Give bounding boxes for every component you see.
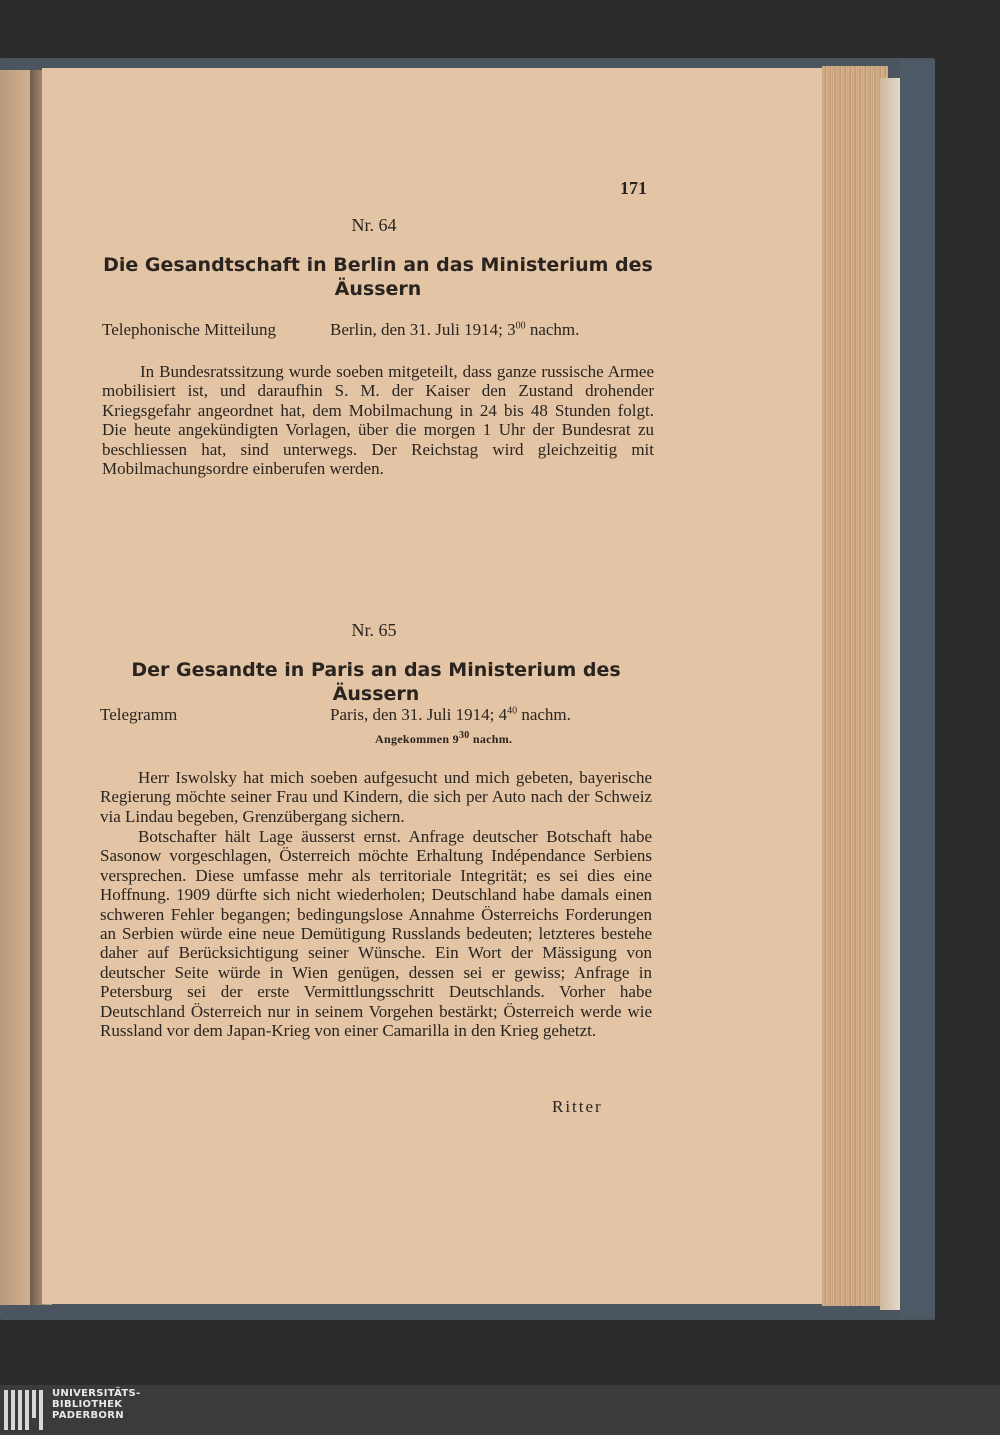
doc65-arrived-text: Angekommen 9 bbox=[375, 732, 459, 746]
page-block-edges bbox=[822, 66, 888, 1306]
doc64-title-line2: Äussern bbox=[334, 278, 422, 300]
doc65-type: Telegramm bbox=[100, 705, 178, 724]
doc64-number: Nr. 64 bbox=[351, 215, 397, 235]
doc64-dateline bbox=[330, 320, 579, 340]
library-logo-icon bbox=[4, 1390, 44, 1430]
page-block-edge-light bbox=[880, 78, 902, 1310]
doc65-arrived bbox=[375, 730, 512, 747]
doc65-signature: Ritter bbox=[552, 1097, 603, 1116]
logo-line-3: PADERBORN bbox=[52, 1410, 124, 1421]
footer-bar bbox=[0, 1385, 1000, 1435]
doc65-number: Nr. 65 bbox=[351, 620, 397, 640]
doc65-dateline-text: Paris, den 31. Juli 1914; 4 bbox=[330, 705, 508, 724]
doc65-paragraph-2: Botschafter hält Lage äusserst ernst. Anfrage deutscher Botschaft habe Sasonow vorgeschlagen, Österreich möchte Erhaltung Indépendance Serbiens versprechen. Diese umfasse mehr als territoriale Integrität; es sei dies eine Hoffnung. 1909 dürfte sich nicht wiederholen; Deutschland habe damals einen schweren Fehler begangen; bedingungslose Annahme Österreichs Forderungen an Serbien würde eine neue Demütigung Russlands bedeuten; letzteres bestehe daher auf Berücksichtigung seiner Wünsche. Ein Wort der Mässigung von deutscher Seite würde in Wien genügen, dessen sei er gewiss; Anfrage in Petersburg sei der erste Vermittlungsschritt Deutschlands. Vorher habe Deutschland Österreich nur in seinem Vorgehen bestärkt; Österreich werde wie Russland vor dem Japan-Krieg von einer Camarilla in den Krieg gehetzt. bbox=[100, 827, 652, 1041]
doc65-title: Der Gesandte in Paris an das Ministerium des Äussern bbox=[131, 659, 621, 705]
doc65-arrived-suffix: nachm. bbox=[469, 732, 513, 746]
doc65-time-suffix: nachm. bbox=[517, 705, 571, 724]
book-binding-right bbox=[900, 60, 935, 1318]
doc64-title-line1: Die Gesandtschaft in Berlin an das Ministerium des bbox=[103, 254, 653, 276]
doc64-type: Telephonische Mitteilung bbox=[102, 320, 276, 339]
logo-line-2: BIBLIOTHEK bbox=[52, 1399, 123, 1410]
doc65-time-sup: 40 bbox=[507, 705, 518, 717]
doc64-body: In Bundesratssitzung wurde soeben mitgeteilt, dass ganze russische Armee mobilisiert ist, und daraufhin S. M. der Kaiser den Zustand drohender Kriegsgefahr angeordnet hat, dem Mobilmachung in 24 bis 48 Stunden folgt. Die heute angekündigten Vorlagen, über die morgen 1 Uhr der Bundesrat zu beschliessen hat, sind unterwegs. Der Reichstag wird gleichzeitig mit Mobilmachungsordre einberufen werden. bbox=[102, 362, 654, 479]
doc65-paragraph-1: Herr Iswolsky hat mich soeben aufgesucht und mich gebeten, bayerische Regierung möchte seiner Frau und Kindern, die sich per Auto nach der Schweiz via Lindau begeben, Grenzübergang sichern. bbox=[100, 768, 652, 826]
logo-line-1: UNIVERSITÄTS- bbox=[52, 1388, 141, 1399]
page-number: 171 bbox=[620, 178, 647, 198]
doc64-time-suffix: nachm. bbox=[525, 320, 580, 339]
doc65-dateline bbox=[330, 705, 571, 725]
doc64-time-sup: 00 bbox=[515, 320, 526, 332]
doc65-arrived-sup: 30 bbox=[458, 730, 470, 741]
library-logo-text bbox=[52, 1388, 141, 1421]
doc64-dateline-text: Berlin, den 31. Juli 1914; 3 bbox=[330, 320, 516, 339]
